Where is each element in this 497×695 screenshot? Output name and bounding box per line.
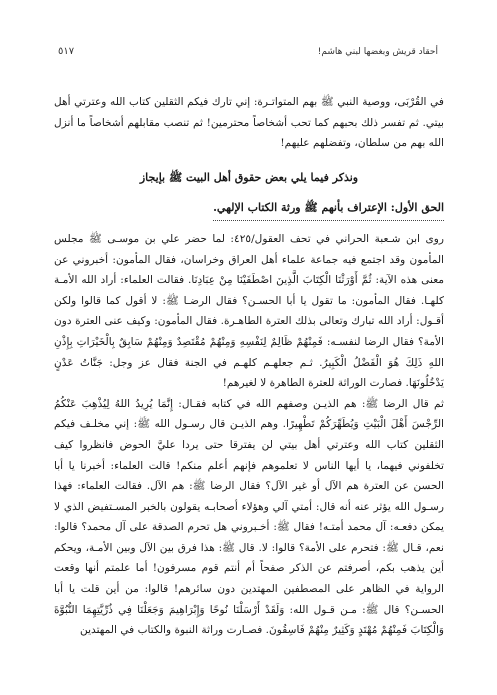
page-number: ٥١٧ bbox=[58, 46, 75, 57]
running-title: أحقاد قريش وبغضها لبني هاشم! bbox=[317, 46, 438, 57]
body-paragraph: روى ابن شـعبة الحراني في تحف العقول/٤٢٥: لما حضر علي بن موسـى ﷺ مجلس المأمون وقد اجتمع فيه جماعة علماء أهل العراق وخراسان، فقال المأمون: أخبروني عن معنى هذه الآية: ثُمَّ أَوْرَثْنَا الْكِتَابَ الَّذِينَ اصْطَفَيْنَا مِنْ عِبَادِنَا. فقالت العلماء: أراد الله الأمـة كلهـا. فقال المأمون: ما تقول يا أبا الحسـن؟ فقال الرضـا ﷺ: لا أقول كما قالوا ولكن أقـول: أراد الله تبارك وتعالى بذلك العترة الطاهـرة. فقال المأمون: وكيف عنى العترة دون الأمة؟ فقال الرضا لنفسـه: فَمِنْهُمْ ظَالِمٌ لِنَفْسِهِ وَمِنْهُمْ مُقْتَصِدٌ وَمِنْهُمْ سَابِقٌ بِالْخَيْرَاتِ بِإِذْنِ اللهِ ذَلِكَ هُوَ الْفَضْلُ الْكَبِيرُ. ثـم جعلهـم كلهـم في الجنة فقال عز وجل: جَنَّاتُ عَدْنٍ يَدْخُلُونَهَا. فصارت الوراثة للعترة الطاهرة لا لغيرهم! bbox=[54, 232, 444, 390]
section-heading: ونذكر فيما يلي بعض حقوق أهل البيت ﷺ بإيجاز bbox=[139, 170, 359, 184]
page-body bbox=[54, 92, 444, 641]
body-paragraph: ثم قال الرضا ﷺ: هم الذيـن وصفهم الله في كتابه فقـال: إِنَّمَا يُرِيدُ اللهُ لِيُذْهِبَ عَنْكُمُ الرِّجْسَ أَهْلَ الْبَيْتِ وَيُطَهِّرَكُمْ تَطْهِيرًا. وهم الذيـن قال رسـول الله ﷺ: إني مخلـف فيكم الثقلين كتاب الله وعترتي أهل بيتي لن يفترقا حتى يردا عليَّ الحوض فانظروا كيف تخلفوني فيهما، يا أيها الناس لا تعلموهم فإنهم أعلم منكم! قالت العلماء: أخبرنا يا أبا الحسن عن العترة هم الآل أو غير الآل؟ فقال الرضا ﷺ: هم الآل. فقالت العلماء: فهذا رسـول الله يؤثر عنه أنه قال: أمتي آلي وهؤلاء أصحابـه يقولون بالخبر المسـتفيض الذي لا يمكن دفعـه: آل محمد أمتـه! فقال ﷺ: أخـبروني هل تحرم الصدقة على آل محمد؟ قالوا: نعم، قـال ﷺ: فتحرم على الأمة؟ قالوا: لا. قال ﷺ: هذا فرق بين الآل وبين الأمـة، ويحكم أين يذهب بكم، أصرفتم عن الذكر صفحاً أم أنتم قوم مسرفون! أما علمتم أنها وقعت الرواية في الظاهر على المصطفين المهتدين دون سائرهم! قالوا: من أين قلت يا أبا الحسـن؟ قال ﷺ: مـن قـول الله: وَلَقَدْ أَرْسَلْنَا نُوحًا وَإِبْرَاهِيمَ وَجَعَلْنَا فِي ذُرِّيَّتِهِمَا النُّبُوَّةَ وَالْكِتَابَ فَمِنْهُمْ مُهْتَدٍ وَكَثِيرٌ مِنْهُمْ فَاسِقُونَ. فصـارت وراثة النبوة والكتاب في المهتدين bbox=[54, 397, 444, 637]
page-header bbox=[58, 46, 438, 57]
opening-paragraph: في القُرْبَى، ووصية النبي ﷺ بهم المتواتـرة: إني تارك فيكم الثقلين كتاب الله وعترتي أهل بيتي. ثم تفسر ذلك بحبهم كما تحب أشخاصاً محترمين! ثم تنصب مقابلهم أشخاصاً ما أنزل الله بهم من سلطان، وتفضلهم عليهم! bbox=[54, 96, 444, 150]
subheading: الحق الأول: الإعتراف بأنهم ﷺ ورثة الكتاب الإلهي. bbox=[213, 198, 444, 221]
